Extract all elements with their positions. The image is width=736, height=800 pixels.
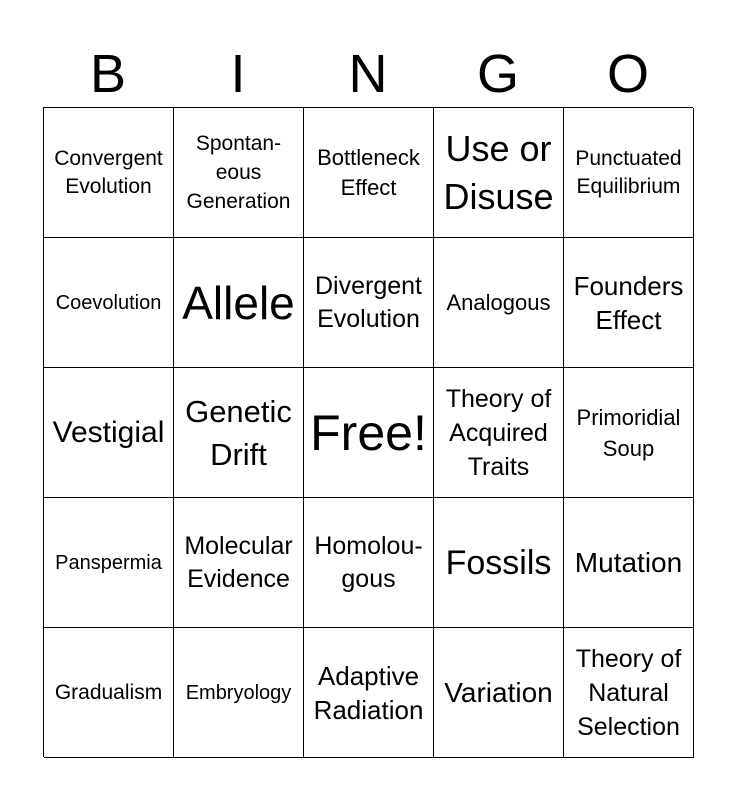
bingo-cell[interactable]	[44, 498, 174, 628]
bingo-cell[interactable]	[44, 108, 174, 238]
cell-label: Embryology	[185, 681, 292, 704]
cell-label: Theory of Acquired Traits	[445, 384, 552, 481]
bingo-header	[43, 40, 693, 108]
bingo-cell[interactable]	[434, 368, 564, 498]
bingo-cell[interactable]	[304, 368, 434, 498]
header-letter-g: G	[476, 44, 519, 104]
header-letter-b: B	[89, 44, 127, 104]
bingo-cell[interactable]	[44, 628, 174, 758]
header-letter-i: I	[230, 44, 246, 104]
cell-label: Primoridial Soup	[576, 404, 681, 461]
cell-label: Vestigial	[52, 415, 165, 449]
bingo-cell[interactable]	[434, 238, 564, 368]
bingo-cell[interactable]	[174, 238, 304, 368]
bingo-cell[interactable]	[304, 238, 434, 368]
cell-label: Divergent Evolution	[315, 271, 422, 333]
cell-label: Molecular Evidence	[184, 531, 293, 593]
free-space-label: Free!	[310, 404, 427, 461]
header-letter-o: O	[606, 44, 649, 104]
cell-label: Homolou- gous	[314, 531, 423, 593]
header-letter-n: N	[348, 44, 388, 104]
bingo-board	[43, 107, 693, 757]
cell-label: Use or Disuse	[443, 127, 554, 217]
cell-label: Allele	[182, 276, 295, 329]
bingo-cell[interactable]	[304, 108, 434, 238]
bingo-cell[interactable]	[434, 498, 564, 628]
cell-label: Gradualism	[54, 680, 163, 704]
cell-label: Theory of Natural Selection	[575, 644, 682, 741]
bingo-cell[interactable]	[174, 498, 304, 628]
bingo-cell[interactable]	[304, 498, 434, 628]
bingo-cell[interactable]	[434, 628, 564, 758]
cell-label: Bottleneck Effect	[317, 144, 420, 200]
cell-label: Convergent Evolution	[54, 146, 163, 198]
bingo-cell[interactable]	[564, 628, 694, 758]
cell-label: Panspermia	[55, 551, 162, 574]
bingo-cell[interactable]	[304, 628, 434, 758]
bingo-cell[interactable]	[434, 108, 564, 238]
bingo-cell[interactable]	[174, 108, 304, 238]
bingo-cell[interactable]	[564, 108, 694, 238]
cell-label: Punctuated Equilibrium	[575, 146, 682, 198]
bingo-cell[interactable]	[174, 628, 304, 758]
cell-label: Mutation	[574, 546, 683, 578]
cell-label: Coevolution	[55, 291, 162, 314]
cell-label: Spontan- eous Generation	[186, 132, 291, 213]
bingo-cell[interactable]	[564, 368, 694, 498]
cell-label: Analogous	[446, 289, 551, 315]
bingo-cell[interactable]	[44, 238, 174, 368]
cell-label: Fossils	[445, 543, 552, 582]
bingo-cell[interactable]	[174, 368, 304, 498]
bingo-cell[interactable]	[564, 238, 694, 368]
cell-label: Genetic Drift	[185, 393, 292, 472]
bingo-cell[interactable]	[564, 498, 694, 628]
cell-label: Founders Effect	[573, 270, 684, 335]
bingo-cell[interactable]	[44, 368, 174, 498]
cell-label: Variation	[444, 676, 553, 708]
cell-label: Adaptive Radiation	[313, 660, 424, 725]
